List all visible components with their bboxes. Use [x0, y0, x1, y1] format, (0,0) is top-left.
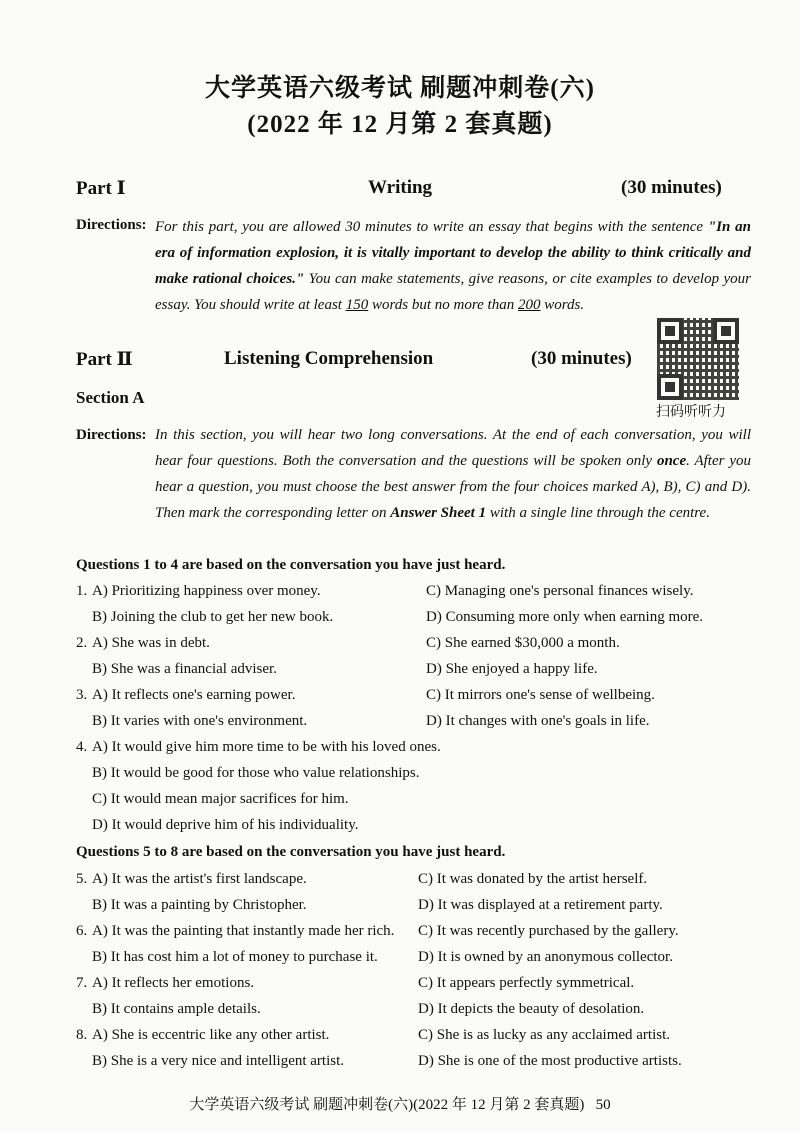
- q8-option-b: B) She is a very nice and intelligent artist.: [92, 1053, 345, 1069]
- q1-option-c: C) Managing one's personal finances wisely.: [426, 583, 694, 599]
- q3-option-d: D) It changes with one's goals in life.: [426, 713, 650, 729]
- q5-option-b: B) It was a painting by Christopher.: [92, 897, 307, 913]
- part2-label: Part Ⅱ: [76, 349, 133, 370]
- part2-directions: In this section, you will hear two long conversations. At the end of each conversation, you will hear four questions. Both the conversation and the questions will be spoken only once. After you hear a question, you must choose the best answer from the four choices marked A), B), C) and D). Then mark the corresponding letter on Answer Sheet 1 with a single line through the centre.: [155, 427, 751, 521]
- q1-option-d: D) Consuming more only when earning more.: [426, 609, 704, 625]
- q7-option-a: A) It reflects her emotions.: [92, 975, 255, 991]
- q7-number: 7.: [76, 975, 88, 991]
- q6-option-d: D) It is owned by an anonymous collector.: [418, 949, 673, 965]
- part1-name: Writing: [368, 177, 433, 198]
- q2-number: 2.: [76, 635, 88, 651]
- part1-label: Part Ⅰ: [76, 178, 126, 199]
- part1-directions: For this part, you are allowed 30 minutes to write an essay that begins with the sentence "In an era of information explosion, it is vitally important to develop the ability to think critically and make rational choices." You can make statements, give reasons, or cite examples to develop your essay. You should write at least 150 words but no more than 200 words.: [155, 219, 751, 313]
- max-words: 200: [517, 297, 541, 313]
- section-a-heading: Section A: [76, 388, 145, 407]
- q7-option-c: C) It appears perfectly symmetrical.: [418, 975, 635, 991]
- q1-option-a: A) Prioritizing happiness over money.: [92, 583, 321, 599]
- q2-option-a: A) She was in debt.: [92, 635, 210, 651]
- q8-option-c: C) She is as lucky as any acclaimed artist.: [418, 1027, 671, 1043]
- q4-option-b: B) It would be good for those who value relationships.: [92, 765, 420, 781]
- q1-number: 1.: [76, 583, 88, 599]
- q5-number: 5.: [76, 871, 88, 887]
- q5-option-c: C) It was donated by the artist herself.: [418, 871, 648, 887]
- qr-caption: 扫码听听力: [656, 404, 726, 420]
- q2-option-c: C) She earned $30,000 a month.: [426, 635, 620, 651]
- q6-option-c: C) It was recently purchased by the gallery.: [418, 923, 679, 939]
- q8-option-d: D) She is one of the most productive artists.: [418, 1053, 682, 1069]
- q4-option-d: D) It would deprive him of his individuality.: [92, 817, 359, 833]
- page-footer: [0, 1093, 800, 1114]
- q5-option-d: D) It was displayed at a retirement party.: [418, 897, 663, 913]
- part1-time: (30 minutes): [621, 177, 722, 198]
- q4-option-c: C) It would mean major sacrifices for him.: [92, 791, 349, 807]
- q1-option-b: B) Joining the club to get her new book.: [92, 609, 334, 625]
- page-number: 50: [595, 1097, 611, 1113]
- q6-option-a: A) It was the painting that instantly made her rich.: [92, 923, 395, 939]
- part2-name: Listening Comprehension: [224, 348, 434, 369]
- q6-option-b: B) It has cost him a lot of money to purchase it.: [92, 949, 378, 965]
- q8-number: 8.: [76, 1027, 88, 1043]
- q8-option-a: A) She is eccentric like any other artist.: [92, 1027, 330, 1043]
- part2-time: (30 minutes): [531, 348, 632, 369]
- page-subtitle: (2022 年 12 月第 2 套真题): [247, 111, 553, 138]
- q3-option-a: A) It reflects one's earning power.: [92, 687, 296, 703]
- q2-option-d: D) She enjoyed a happy life.: [426, 661, 598, 677]
- q7-option-b: B) It contains ample details.: [92, 1001, 261, 1017]
- min-words: 150: [345, 297, 369, 313]
- q2-option-b: B) She was a financial adviser.: [92, 661, 277, 677]
- footer-title: 大学英语六级考试 刷题冲刺卷(六)(2022 年 12 月第 2 套真题): [189, 1097, 585, 1113]
- q3-option-c: C) It mirrors one's sense of wellbeing.: [426, 687, 655, 703]
- q4-option-a: A) It would give him more time to be with his loved ones.: [92, 739, 441, 755]
- group2-heading: Questions 5 to 8 are based on the conversation you have just heard.: [76, 844, 506, 860]
- q4-number: 4.: [76, 739, 88, 755]
- part2-directions-label: Directions:: [76, 427, 147, 443]
- group1-heading: Questions 1 to 4 are based on the conversation you have just heard.: [76, 557, 506, 573]
- qr-code-icon[interactable]: [657, 318, 739, 400]
- part1-directions-label: Directions:: [76, 217, 147, 233]
- q3-number: 3.: [76, 687, 88, 703]
- q5-option-a: A) It was the artist's first landscape.: [92, 871, 307, 887]
- q7-option-d: D) It depicts the beauty of desolation.: [418, 1001, 645, 1017]
- page-title: 大学英语六级考试 刷题冲刺卷(六): [205, 75, 595, 102]
- q3-option-b: B) It varies with one's environment.: [92, 713, 308, 729]
- q6-number: 6.: [76, 923, 88, 939]
